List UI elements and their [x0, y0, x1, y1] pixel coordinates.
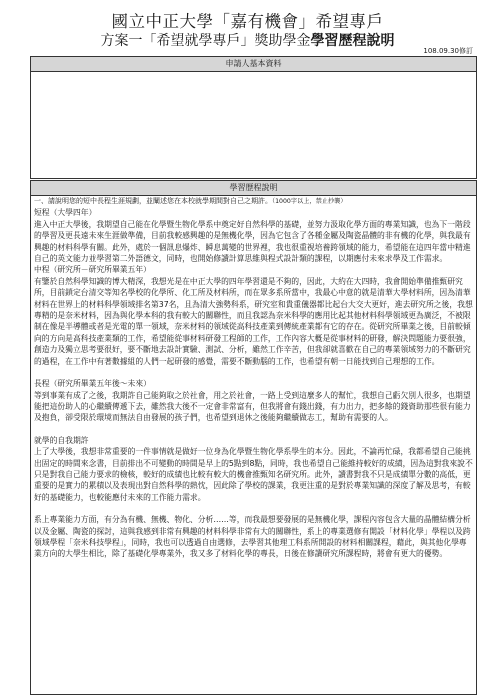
- document-title: 國立中正大學「嘉有機會」希望專戶: [111, 12, 384, 31]
- learning-history-heading: 學習歷程說明: [31, 181, 476, 196]
- long-term-text: 等到事業有成了之後，我期許自己能夠取之於社會，用之於社會，一路上受到這麼多人的幫忙，我想自己虧欠別人很多，也期望能把這份助人的心繼續傳遞下去，雖然我大後不一定會非常富有，但我將會有錢出錢，有力出力，把多餘的錢資助那些很有能力及抱負，卻受限於環境而無法自由發展的孩子們，也希望到退休之後能夠繼續做志工，幫助有需要的人。: [34, 390, 471, 423]
- revision-date: 108.09.30修訂: [423, 47, 473, 55]
- spacer: [34, 424, 473, 435]
- short-term-text: 進入中正大學後，我期望自己能在化學暨生物化學系中奠定好自然科學的基礎，並努力汲取化學方面的專業知識，也為下一階段的學習及更長遠未來生涯做準備，目前我較感興趣的是無機化學，因為它包含了各種金屬及陶瓷晶體的非有機的化學，與我最有興趣的材料科學有關。此外，處於一個訊息爆炸、瞬息萬變的世界裡，我也很重視培養跨領域的能力，希望能在這四年當中精進自己的英文能力並學習第二外語德文，同時，也開始修讀計算思維與程式設計類的課程，以期應付未來求學及工作需求。: [34, 219, 471, 264]
- spacer: [34, 367, 473, 378]
- subtitle-prefix: 方案一「希望就學專戶」獎助學金: [100, 33, 311, 49]
- subtitle-bold: 學習歷程說明: [310, 33, 395, 49]
- instruction-note: （1000字以上，禁止抄襲）: [272, 198, 347, 205]
- applicant-info-box: [30, 56, 477, 179]
- long-term-label: 長程（研究所畢業五年後～未來）: [34, 379, 151, 389]
- mid-term-label: 中程（研究所－研究所畢業五年）: [34, 265, 151, 275]
- short-term-label: 短程（大學四年）: [34, 208, 97, 218]
- self-expect-label: 就學的自我期許: [34, 435, 89, 445]
- mid-term-text: 有鑒於自然科學知識的博大精深，我想光是在中正大學的四年學習還是不夠的，因此，大約在大四時，我會開始準備推甄研究所，目前鎖定台清交等知名學校的化學所、化工所及材料所，而在眾多系所當中，我最心中意的就是清華大學材料所，因為清華材料在世界上的材料科學領域排名第37名，且為清大強勢科系，研究室和貴重儀器都比起台大交大更好，進去研究所之後，我想專精的是奈米材料，因為與化學本科的我有較大的關聯性，而且我認為奈米科學的應用比起其他材料科學領域更為廣泛，不被限制在像是半導體或者是光電的單一領域，奈米材料的領域從高科技產業到傳統產業都有它的存在。從研究所畢業之後，目前較傾向的方向是高科技產業類的工作，希望能從事材料研發工程師的工作，工作內容大概是從事材料的研發，解決問題能力要很強，創造力及獨立思考要很好，要不斷地去設計實驗、測試、分析，雖然工作辛苦，但我卻就喜歡在自己的專業領域努力的不斷研究的過程，在工作中有著數據組的人們一起研發的感覺，需要不斷動腦的工作，也希望有朝一日能找到自己理想的工作。: [34, 276, 473, 366]
- learning-history-box: [30, 180, 477, 695]
- self-expect-text: 上了大學後，我想非常重要的一件事情就是做好一位身為化學暨生物化學系學生的本分。因此，不論再忙碌，我都希望自己能挑出固定的時間來念書，目前排出不可變動的時間是早上的5點到8點，同時，我也希望自己能維持較好的成績，因為這對我來說不只是對我自己能力要求的檢核，較好的成績也比較有較大的機會推甄知名研究所。此外，讀書對我不只是成績單分數的高低，更重要的是實力的累積以及表現出對自然科學的熱忱，因此除了學校的課業，我更注重的是對於專業知識的深度了解及思考，有較好的基礎能力，也較能應付未來的工作能力需求。: [34, 447, 473, 502]
- learning-history-content: [34, 196, 473, 560]
- spacer: [34, 503, 473, 514]
- closing-text: 系上專業能力方面，有分為有機、無機、物化、分析……等，而我最想要發展的是無機化學，課程內容包含大量的晶體結構分析以及金屬、陶瓷的探討，這與我感到非常有興趣的材料科學非常有大的關聯性，系上的專業選修有開設「材料化學」學程以及跨領域學程「奈米科技學程」，同時，我也可以透過自由選修，去學習其他理工科系所開設的材料相關課程，藉此，與其他化學專業方向的大學生相比，除了基礎化學專業外，我又多了材料化學的專長，日後在修讀研究所課程時，將會有更大的優勢。: [34, 515, 471, 559]
- applicant-info-heading: 申請人基本資料: [31, 57, 476, 72]
- document-subtitle: [0, 30, 495, 50]
- instruction-line: [34, 196, 473, 207]
- instruction-text: 一、請說明您的短中長程生涯規劃，並闡述您在本校就學期間對自己之期許。: [34, 197, 272, 205]
